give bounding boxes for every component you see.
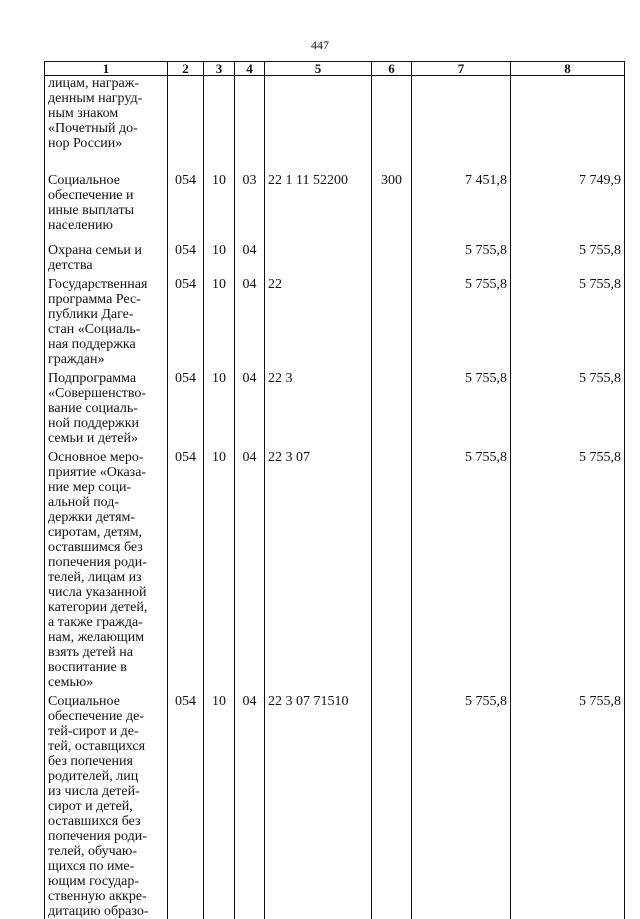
row-name-line: из числа детей- <box>48 783 140 799</box>
row-name-line: взять детей на <box>48 644 133 660</box>
row-name-line: приятие «Оказа- <box>48 464 147 480</box>
row-name-line: воспитание в <box>48 659 127 675</box>
table-row <box>45 446 625 690</box>
row-name-line: программа Рес- <box>48 291 141 307</box>
amount-year2-cell: 5 755,8 <box>511 367 625 446</box>
row-name-line: щихся по име- <box>48 858 135 874</box>
row-name-cell <box>45 76 168 169</box>
row-name-line: ющим государ- <box>48 873 139 889</box>
row-name-line: без попечения <box>48 753 133 769</box>
row-name-line: населению <box>48 217 113 233</box>
admin-code-cell: 054 <box>168 169 204 239</box>
row-name-line: обеспечение де- <box>48 708 145 724</box>
table-row <box>45 273 625 367</box>
section-code-cell: 10 <box>204 446 235 690</box>
subsection-code-cell: 03 <box>235 169 265 239</box>
amount-year1-cell: 5 755,8 <box>412 446 511 690</box>
admin-code-cell: 054 <box>168 273 204 367</box>
expense-type-cell <box>372 690 412 919</box>
column-header: 7 <box>412 62 511 76</box>
row-name-line: сирот и детей, <box>48 798 133 814</box>
row-name-line: иные выплаты <box>48 202 134 218</box>
row-name-line: ная поддержка <box>48 336 136 352</box>
section-code-cell <box>204 76 235 169</box>
row-name-line: оставшихся без <box>48 813 141 829</box>
row-name-line: нор России» <box>48 136 123 151</box>
row-name-line: держки детям- <box>48 509 136 525</box>
section-code-cell: 10 <box>204 273 235 367</box>
target-item-cell: 22 3 <box>265 367 372 446</box>
column-header: 3 <box>204 62 235 76</box>
row-name-cell <box>45 690 168 919</box>
row-name-line: альной под- <box>48 494 120 510</box>
row-name-line: телей, лицам из <box>48 569 142 585</box>
row-name-line: родителей, лиц <box>48 768 139 784</box>
subsection-code-cell: 04 <box>235 239 265 273</box>
row-name-line: семьи и детей» <box>48 430 138 446</box>
row-name-line: оставшимся без <box>48 539 143 555</box>
section-code-cell: 10 <box>204 367 235 446</box>
row-name-line: Социальное <box>48 693 120 709</box>
amount-year2-cell: 5 755,8 <box>511 239 625 273</box>
column-header: 5 <box>265 62 372 76</box>
row-name-line: числа указанной <box>48 584 147 600</box>
admin-code-cell: 054 <box>168 239 204 273</box>
header-row <box>45 62 625 76</box>
row-name-line: ной поддержки <box>48 415 139 431</box>
amount-year1-cell <box>412 76 511 169</box>
row-name-line: тей, оставщихся <box>48 738 146 754</box>
row-name-cell <box>45 367 168 446</box>
row-name-line: Государственная <box>48 276 148 292</box>
target-item-cell: 22 3 07 <box>265 446 372 690</box>
row-name-line: телей, обучаю- <box>48 843 137 859</box>
amount-year2-cell: 5 755,8 <box>511 690 625 919</box>
row-name-line: сиротам, детям, <box>48 524 142 540</box>
row-name-line: стан «Социаль- <box>48 321 141 337</box>
row-name-line: лицам, награж- <box>48 76 140 91</box>
expense-type-cell <box>372 446 412 690</box>
row-name-line: семью» <box>48 674 94 690</box>
target-item-cell: 22 <box>265 273 372 367</box>
row-name-line: а также гражда- <box>48 614 143 630</box>
row-name-line: нам, желающим <box>48 629 145 645</box>
section-code-cell: 10 <box>204 690 235 919</box>
admin-code-cell: 054 <box>168 367 204 446</box>
target-item-cell: 22 3 07 71510 <box>265 690 372 919</box>
row-name-line: обеспечение и <box>48 187 134 203</box>
section-code-cell: 10 <box>204 169 235 239</box>
row-name-line: ным знаком <box>48 106 119 121</box>
amount-year1-cell: 5 755,8 <box>412 367 511 446</box>
section-code-cell: 10 <box>204 239 235 273</box>
budget-table <box>44 61 625 919</box>
row-name-cell <box>45 273 168 367</box>
table-row <box>45 76 625 169</box>
row-name-line: попечения роди- <box>48 828 147 844</box>
table-row <box>45 690 625 919</box>
target-item-cell <box>265 76 372 169</box>
row-name-cell <box>45 446 168 690</box>
row-name-line: «Почетный до- <box>48 121 138 136</box>
subsection-code-cell: 04 <box>235 446 265 690</box>
amount-year2-cell: 5 755,8 <box>511 273 625 367</box>
row-name-line: вание социаль- <box>48 400 138 416</box>
row-name-line: публики Даге- <box>48 306 134 322</box>
page-number: 447 <box>311 38 329 52</box>
row-name-line: граждан» <box>48 351 105 367</box>
row-name-line: попечения роди- <box>48 554 147 570</box>
row-name-line: ние мер соци- <box>48 479 132 495</box>
row-name-line: ственную аккре- <box>48 888 147 904</box>
subsection-code-cell <box>235 76 265 169</box>
row-name-line: тей-сирот и де- <box>48 723 139 739</box>
row-name-line: детства <box>48 257 93 273</box>
row-name-cell <box>45 169 168 239</box>
column-header: 6 <box>372 62 412 76</box>
column-header: 2 <box>168 62 204 76</box>
row-name-line: Социальное <box>48 172 120 188</box>
expense-type-cell <box>372 367 412 446</box>
column-header: 4 <box>235 62 265 76</box>
expense-type-cell <box>372 239 412 273</box>
table-row <box>45 367 625 446</box>
row-name-cell <box>45 239 168 273</box>
row-name-line: Подпрограмма <box>48 370 137 386</box>
amount-year2-cell: 7 749,9 <box>511 169 625 239</box>
subsection-code-cell: 04 <box>235 273 265 367</box>
amount-year1-cell: 5 755,8 <box>412 690 511 919</box>
subsection-code-cell: 04 <box>235 690 265 919</box>
row-name-line: категории детей, <box>48 599 148 615</box>
target-item-cell: 22 1 11 52200 <box>265 169 372 239</box>
row-name-line: дитацию образо- <box>48 903 149 919</box>
row-name-line: денным нагруд- <box>48 91 143 106</box>
expense-type-cell <box>372 273 412 367</box>
admin-code-cell <box>168 76 204 169</box>
target-item-cell <box>265 239 372 273</box>
row-name-line: «Совершенство- <box>48 385 147 401</box>
amount-year2-cell: 5 755,8 <box>511 446 625 690</box>
amount-year1-cell: 5 755,8 <box>412 239 511 273</box>
row-name-line: Основное меро- <box>48 449 144 465</box>
expense-type-cell: 300 <box>372 169 412 239</box>
column-header: 1 <box>45 62 168 76</box>
table-row <box>45 239 625 273</box>
row-name-line: Охрана семьи и <box>48 242 142 258</box>
admin-code-cell: 054 <box>168 446 204 690</box>
subsection-code-cell: 04 <box>235 367 265 446</box>
amount-year2-cell <box>511 76 625 169</box>
expense-type-cell <box>372 76 412 169</box>
table-row <box>45 169 625 239</box>
amount-year1-cell: 7 451,8 <box>412 169 511 239</box>
admin-code-cell: 054 <box>168 690 204 919</box>
column-header: 8 <box>511 62 625 76</box>
amount-year1-cell: 5 755,8 <box>412 273 511 367</box>
